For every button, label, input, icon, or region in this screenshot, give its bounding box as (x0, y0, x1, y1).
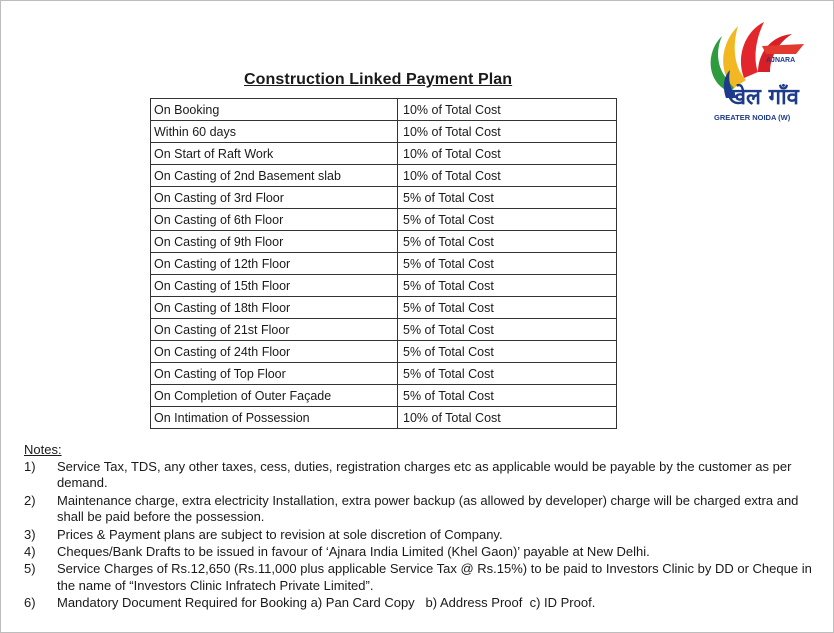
note-item (24, 527, 814, 543)
amount-cell: 5% of Total Cost (398, 385, 617, 407)
amount-cell: 5% of Total Cost (398, 275, 617, 297)
note-text: Prices & Payment plans are subject to revision at sole discretion of Company. (57, 526, 503, 542)
table-row (151, 341, 617, 363)
table-row (151, 99, 617, 121)
table-row (151, 253, 617, 275)
stage-cell: On Completion of Outer Façade (151, 385, 398, 407)
note-number: 4) (24, 544, 36, 560)
table-row (151, 143, 617, 165)
notes-list (24, 459, 814, 613)
table-row (151, 165, 617, 187)
note-number: 2) (24, 492, 36, 508)
amount-cell: 5% of Total Cost (398, 253, 617, 275)
note-item (24, 561, 814, 594)
amount-cell: 10% of Total Cost (398, 99, 617, 121)
stage-cell: On Casting of 21st Floor (151, 319, 398, 341)
amount-cell: 10% of Total Cost (398, 407, 617, 429)
table-row (151, 297, 617, 319)
stage-cell: On Start of Raft Work (151, 143, 398, 165)
table-row (151, 121, 617, 143)
stage-cell: On Casting of 24th Floor (151, 341, 398, 363)
table-row (151, 275, 617, 297)
notes-heading: Notes: (24, 442, 62, 457)
stage-cell: On Casting of 15th Floor (151, 275, 398, 297)
table-row (151, 385, 617, 407)
note-text: Mandatory Document Required for Booking a) Pan Card Copy b) Address Proof c) ID Proof. (57, 595, 596, 611)
amount-cell: 5% of Total Cost (398, 363, 617, 385)
logo-name: खेल गाँव (728, 85, 799, 110)
table-row (151, 187, 617, 209)
note-number: 1) (24, 459, 36, 474)
amount-cell: 5% of Total Cost (398, 319, 617, 341)
note-text: Service Charges of Rs.12,650 (Rs.11,000 plus applicable Service Tax @ Rs.15%) to be paid to Investors Clinic by DD or Cheque in the name of “Investors Clinic Infratech Private Limited”. (57, 561, 816, 593)
table-row (151, 209, 617, 231)
stage-cell: On Booking (151, 99, 398, 121)
note-text: Maintenance charge, extra electricity Installation, extra power backup (as allowed by developer) charge will be charged extra and shall be paid before the possession. (57, 492, 803, 525)
stage-cell: On Casting of 6th Floor (151, 209, 398, 231)
stage-cell: On Casting of 12th Floor (151, 253, 398, 275)
table-row (151, 319, 617, 341)
table-row (151, 363, 617, 385)
amount-cell: 10% of Total Cost (398, 143, 617, 165)
amount-cell: 5% of Total Cost (398, 187, 617, 209)
amount-cell: 10% of Total Cost (398, 165, 617, 187)
amount-cell: 5% of Total Cost (398, 341, 617, 363)
amount-cell: 5% of Total Cost (398, 231, 617, 253)
stage-cell: On Casting of 3rd Floor (151, 187, 398, 209)
stage-cell: Within 60 days (151, 121, 398, 143)
note-number: 3) (24, 526, 36, 542)
ajnara-khel-gaon-logo (700, 14, 810, 126)
logo-location: GREATER NOIDA (W) (714, 113, 791, 122)
note-number: 6) (24, 595, 36, 611)
stage-cell: On Casting of 2nd Basement slab (151, 165, 398, 187)
table-row (151, 231, 617, 253)
page-title: Construction Linked Payment Plan (244, 71, 513, 88)
table-row (151, 407, 617, 429)
payment-plan-table (150, 98, 617, 429)
stage-cell: On Intimation of Possession (151, 407, 398, 429)
amount-cell: 10% of Total Cost (398, 121, 617, 143)
stage-cell: On Casting of Top Floor (151, 363, 398, 385)
note-item (24, 493, 814, 526)
note-text: Cheques/Bank Drafts to be issued in favour of ‘Ajnara India Limited (Khel Gaon)’ payable at New Delhi. (57, 544, 650, 560)
logo-brand: AJNARA (766, 57, 796, 64)
stage-cell: On Casting of 18th Floor (151, 297, 398, 319)
note-item (24, 459, 814, 492)
amount-cell: 5% of Total Cost (398, 297, 617, 319)
note-item (24, 544, 814, 560)
note-text: Service Tax, TDS, any other taxes, cess, duties, registration charges etc as applicable would be payable by the customer as per demand. (57, 459, 796, 491)
note-item (24, 595, 814, 611)
note-number: 5) (24, 561, 36, 577)
amount-cell: 5% of Total Cost (398, 209, 617, 231)
stage-cell: On Casting of 9th Floor (151, 231, 398, 253)
